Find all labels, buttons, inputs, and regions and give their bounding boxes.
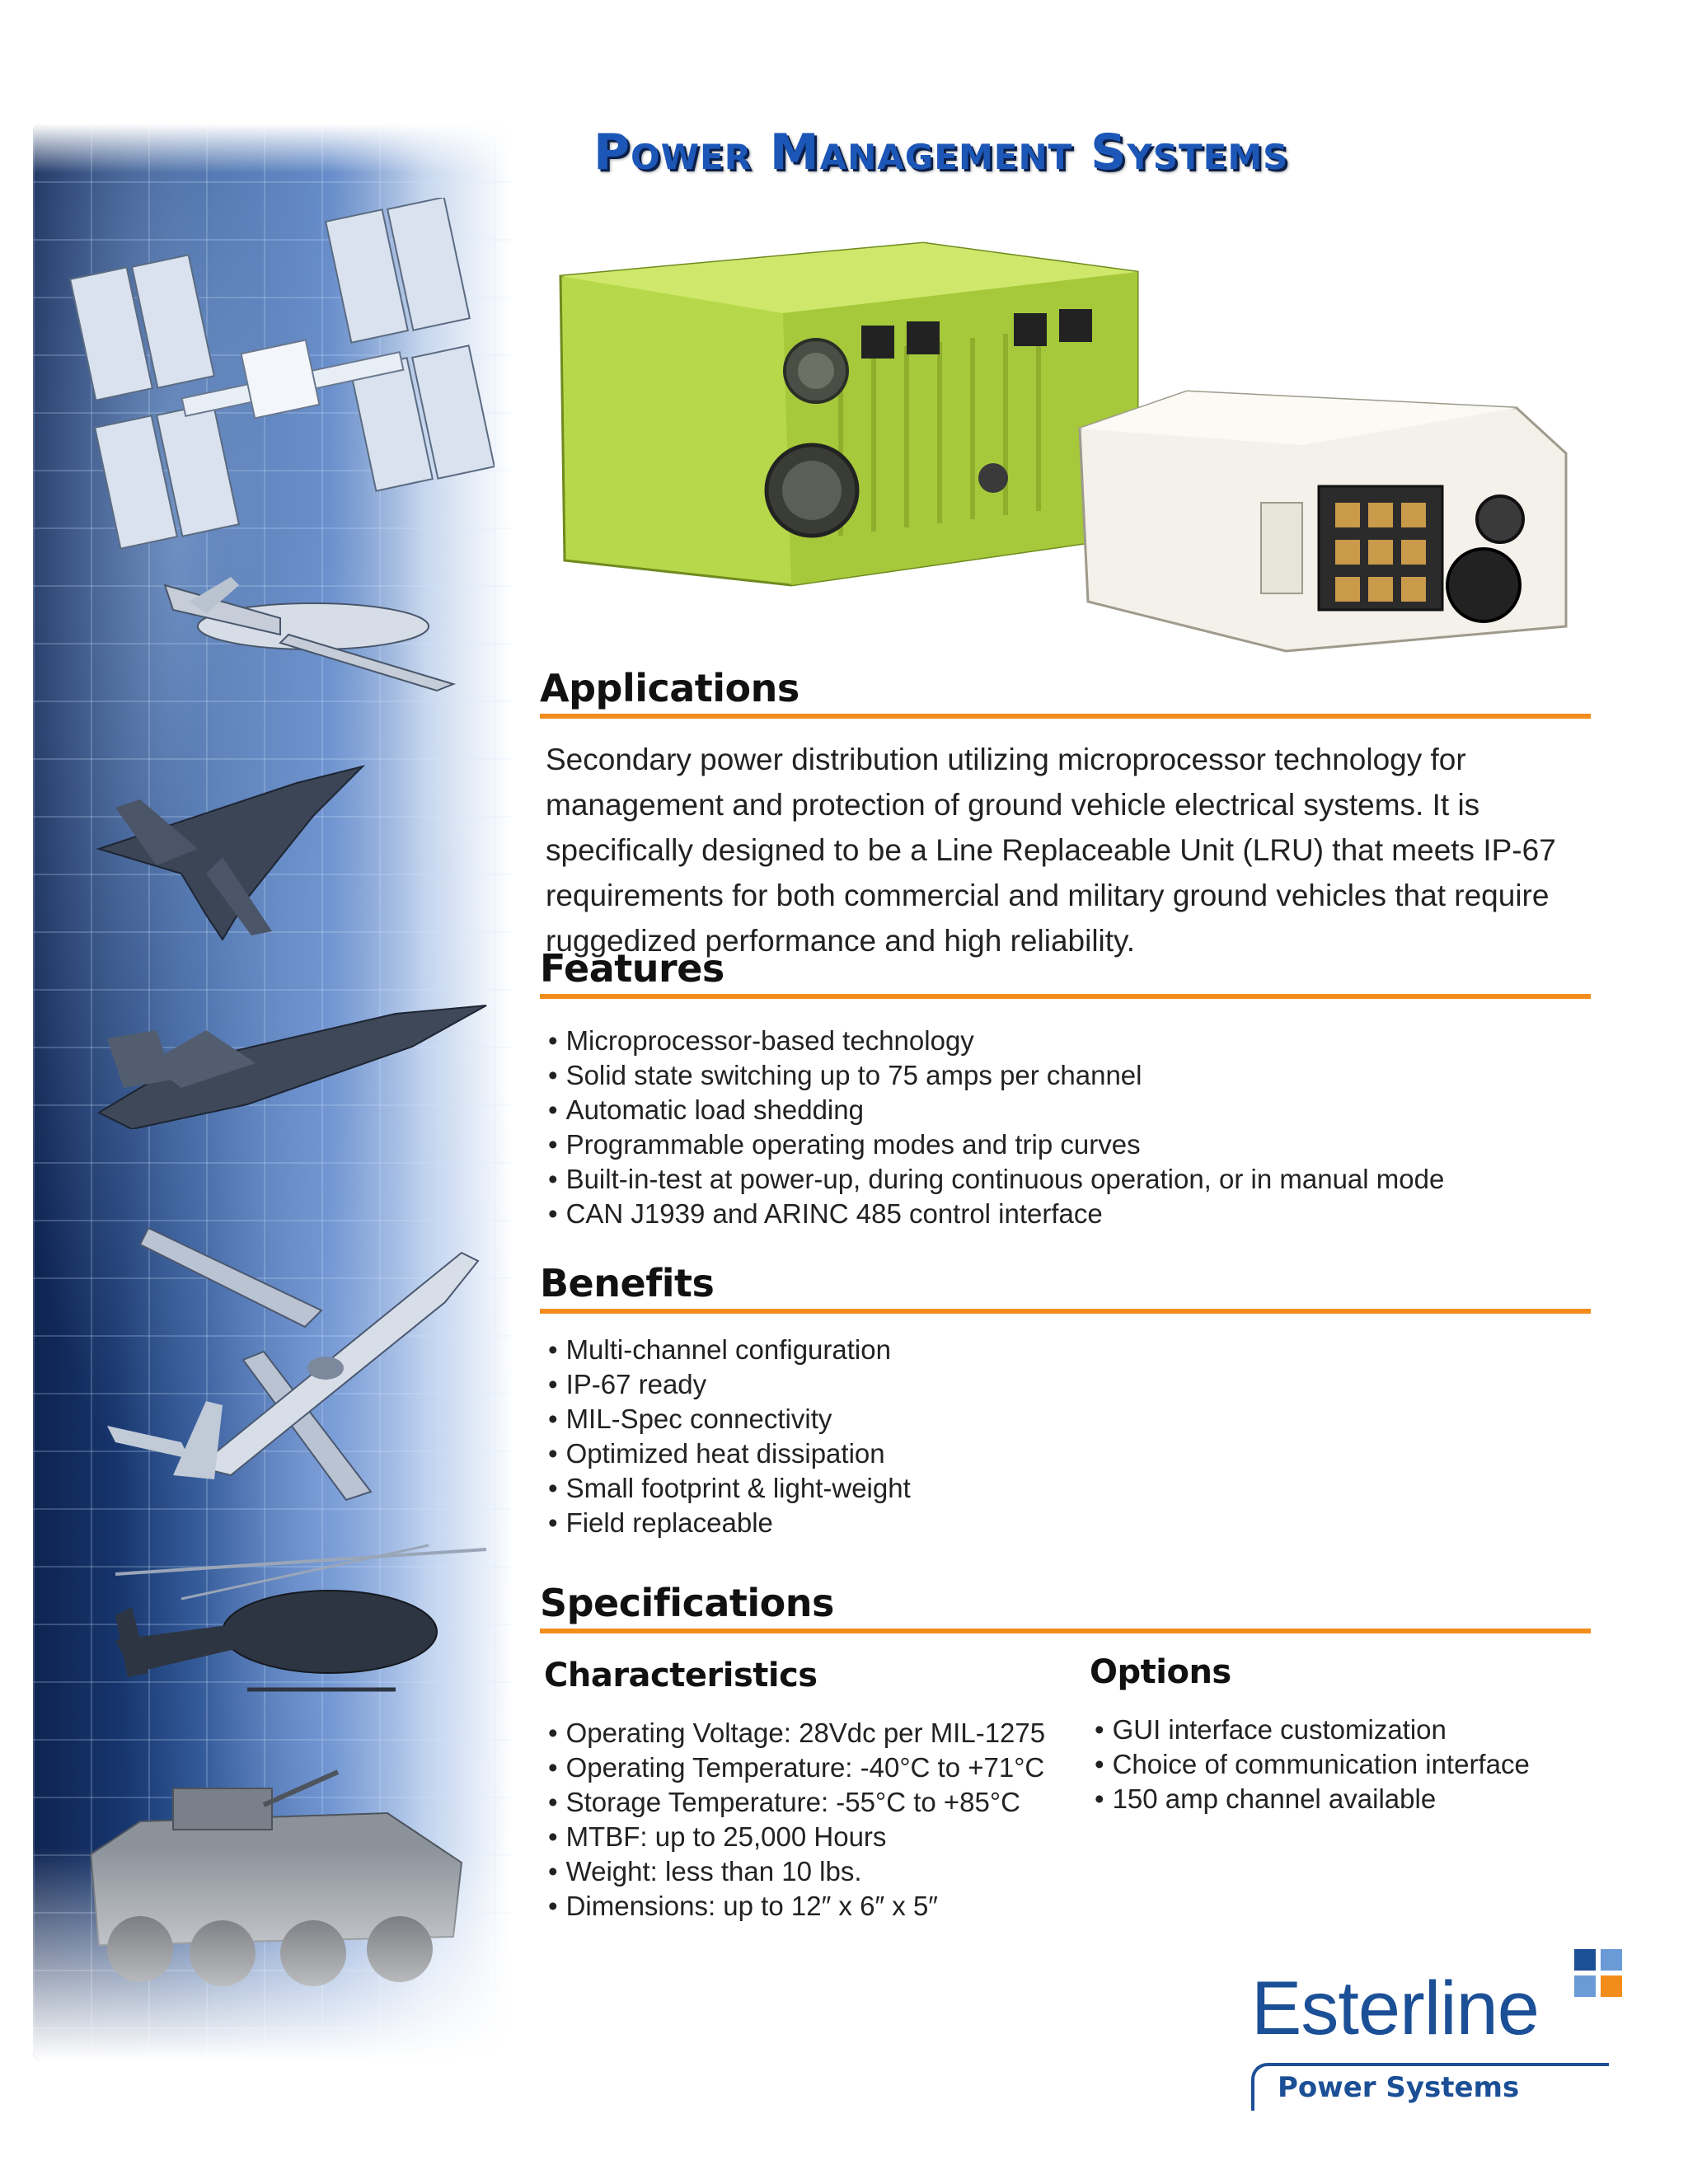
list-item: • Solid state switching up to 75 amps per channel [548, 1058, 1444, 1093]
white-power-unit-image [1080, 391, 1566, 651]
airliner-icon [99, 1195, 486, 1508]
list-item: • Programmable operating modes and trip curves [548, 1127, 1444, 1162]
stealth-jet-icon [82, 964, 495, 1129]
logo-wordmark: Esterline [1251, 1966, 1539, 2050]
list-item: • Weight: less than 10 lbs. [548, 1854, 1045, 1889]
list-item: • Small footprint & light-weight [548, 1471, 911, 1506]
list-item: • GUI interface customization [1095, 1713, 1530, 1747]
list-item: • CAN J1939 and ARINC 485 control interface [548, 1197, 1444, 1231]
list-item: • Built-in-test at power-up, during continuous operation, or in manual mode [548, 1162, 1444, 1197]
list-item: • MTBF: up to 25,000 Hours [548, 1820, 1045, 1854]
list-item: • Field replaceable [548, 1506, 911, 1540]
characteristics-list [548, 1716, 1045, 1924]
benefits-heading: Benefits [540, 1261, 1591, 1314]
helicopter-icon [82, 1541, 495, 1731]
list-item: • Operating Temperature: -40°C to +71°C [548, 1750, 1045, 1785]
list-item: • Microprocessor-based technology [548, 1024, 1444, 1058]
product-photo [544, 239, 1599, 668]
options-list [1095, 1713, 1530, 1816]
list-item: • Choice of communication interface [1095, 1747, 1530, 1782]
benefits-list [548, 1333, 911, 1540]
list-item: • Automatic load shedding [548, 1093, 1444, 1127]
list-item: • Optimized heat dissipation [548, 1436, 911, 1471]
esterline-logo [1245, 1966, 1615, 2114]
logo-subtitle: Power Systems [1278, 2071, 1520, 2104]
space-station-icon [66, 198, 495, 593]
left-image-column [33, 124, 511, 2060]
characteristics-heading: Characteristics [544, 1657, 818, 1694]
list-item: • Dimensions: up to 12″ x 6″ x 5″ [548, 1889, 1045, 1924]
page-title: Power Management Systems [593, 124, 1289, 181]
features-heading: Features [540, 946, 1591, 999]
drone-icon [140, 560, 470, 692]
list-item: • Operating Voltage: 28Vdc per MIL-1275 [548, 1716, 1045, 1750]
logo-subtitle-box [1251, 2063, 1609, 2111]
applications-text: Secondary power distribution utilizing microprocessor technology for management and protection of ground vehicle electrical systems. It is specifically designed to be a Line Replaceable Unit (LRU) that meets IP-67 requirements for both commercial and military ground vehicles that require ruggedized performance and high reliability. [546, 743, 1556, 958]
green-power-unit-image [560, 243, 1137, 585]
specifications-heading: Specifications [540, 1581, 1591, 1633]
list-item: • Multi-channel configuration [548, 1333, 911, 1367]
list-item: • IP-67 ready [548, 1367, 911, 1402]
list-item: • MIL-Spec connectivity [548, 1402, 911, 1436]
applications-heading: Applications [540, 666, 1591, 719]
features-list [548, 1024, 1444, 1231]
list-item: • Storage Temperature: -55°C to +85°C [548, 1785, 1045, 1820]
list-item: • 150 amp channel available [1095, 1782, 1530, 1816]
fighter-jet-icon [82, 733, 379, 948]
logo-mark-icon [1574, 1949, 1622, 1997]
options-heading: Options [1090, 1653, 1231, 1691]
